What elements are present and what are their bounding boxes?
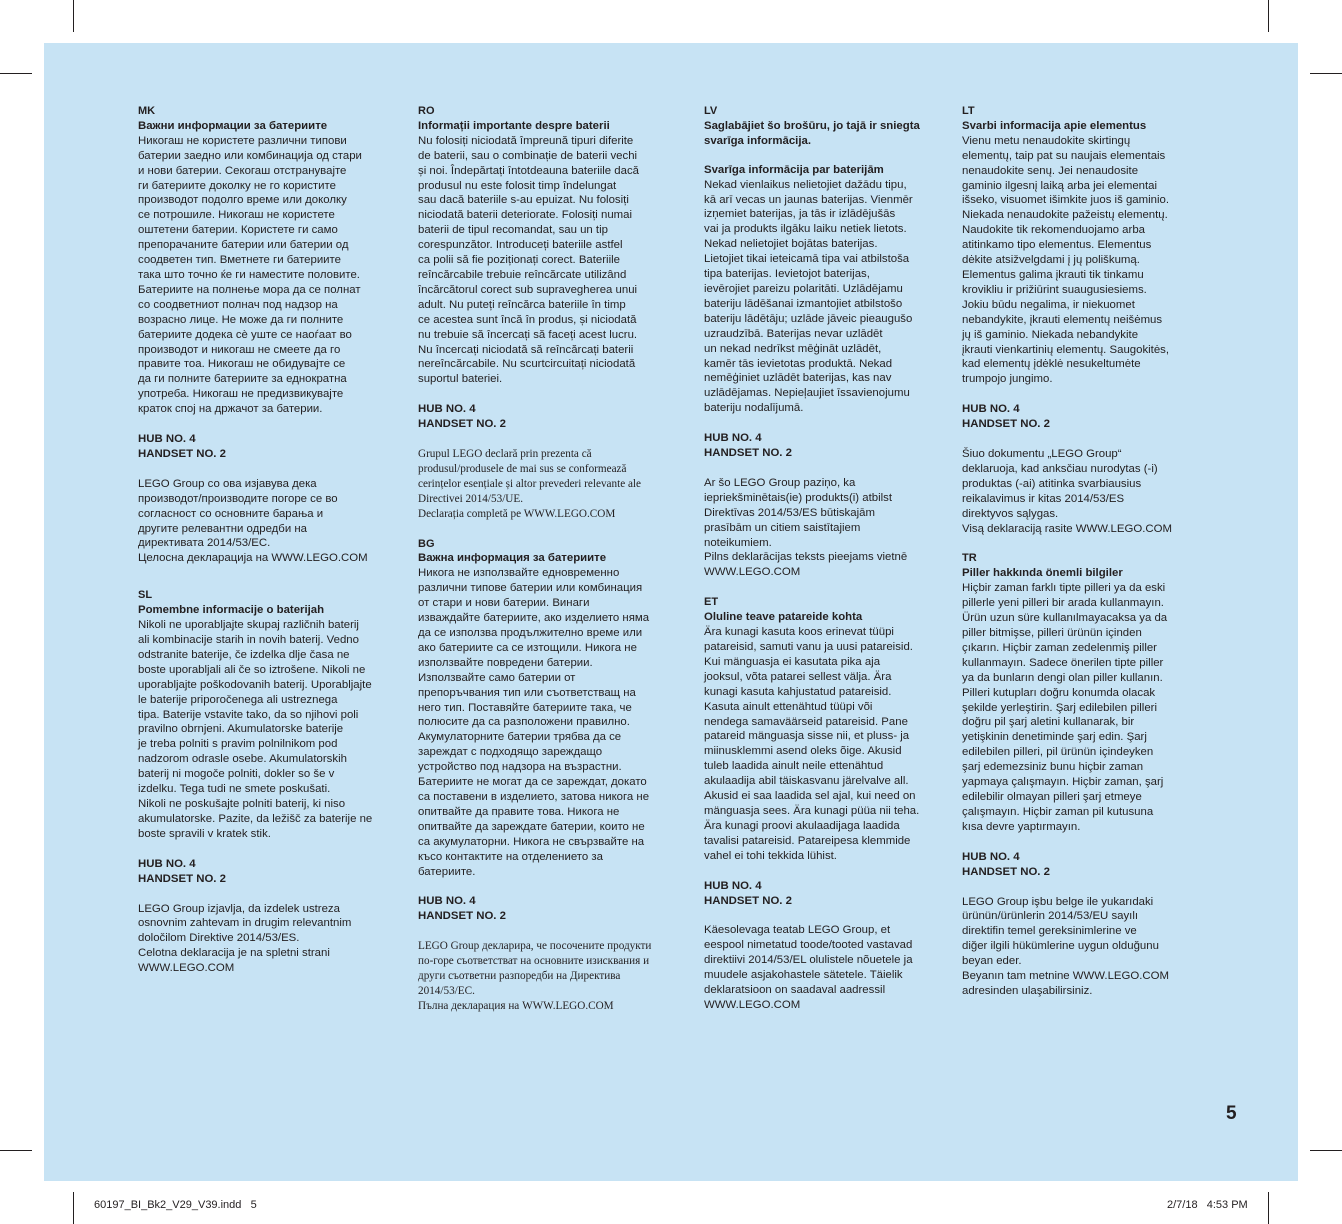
battery-info-text: Никогаш не користете различни типови батерии заедно или комбинација од стари и нови батерии. Секогаш отстранувајте ги батериите доколку не го користите производот подолго време или доколку се потрошиле. Никогаш не користете оштетени батерии. Користете ги само препорачаните батерии или батерии од соодветен тип. Вметнете ги батериите така што точно ќе ги наместите половите. Батериите на полнење мора да се полнат со соодветниот полнач под надзор на возрасно лице. Не може да ги полните батериите додека сè уште се наоѓаат во производот и никогаш не смеете да го правите тоа. Никогаш не обидувајте се да ги полните батериите за еднократна употреба. Никогаш не предизвикувајте краток спој на држачот за батерии. <box>138 134 362 416</box>
section-title: Svarbi informacija apie elementus <box>962 119 1147 132</box>
print-timestamp: 2/7/18 4:53 PM <box>1167 1199 1248 1211</box>
hub-handset-label: HUB NO. 4 HANDSET NO. 2 <box>138 857 226 885</box>
declaration-text: Šiuo dokumentu „LEGO Group“ deklaruoja, kad anksčiau nurodytas (-i) produktas (-ai) atitinka svarbiausius reikalavimus ir kitas 2014/53/ES direktyvos sąlygas. Visą deklaraciją rasite WWW.LEGO.COM <box>962 448 1172 535</box>
section-bg <box>418 537 693 880</box>
hub-handset-label: HUB NO. 4 HANDSET NO. 2 <box>418 403 506 431</box>
section-title: Pomembne informacije o baterijah <box>138 604 325 617</box>
section-title: Informații importante despre baterii <box>418 119 610 132</box>
crop-mark-right-top <box>1310 73 1342 74</box>
language-code: TR <box>962 552 977 565</box>
column-2 <box>418 104 693 1029</box>
declaration-text: Ar šo LEGO Group paziņo, ka iepriekšminētais(ie) produkts(i) atbilst Direktīvas 2014/53/ES būtiskajām prasībām un citiem saistītajiem noteikumiem. Pilns deklarācijas teksts pieejams vietnē WWW.LEGO.COM <box>704 476 908 579</box>
declaration-text: LEGO Group işbu belge ile yukarıdaki ürünün/ürünlerin 2014/53/EU sayılı direktifin temel gereksinimlerine ve diğer ilgili hükümlerine uygun olduğunu beyan eder. Beyanın tam metnine WWW.LEGO.COM adresinden ulaşabilirsiniz. <box>962 895 1169 997</box>
hub-handset-label: HUB NO. 4 HANDSET NO. 2 <box>704 432 792 460</box>
battery-info-text: Nekad vienlaikus nelietojiet dažādu tipu, kā arī vecas un jaunas baterijas. Vienmēr izņemiet baterijas, ja tās ir izlādējušās vai ja produkts ilgāku laiku netiek lietots. Nekad nelietojiet bojātas baterijas. Lietojiet tikai ieteicamā tipa vai atbilstoša tipa baterijas. Ievietojot baterijas, ievērojiet pareizu polaritāti. Uzlādējamu bateriju lādēšanai izmantojiet atbilstošo bateriju lādētāju; uzlāde jāveic pieaugušo uzraudzībā. Baterijas nevar uzlādēt un nekad nedrīkst mēģināt uzlādēt, kamēr tās ievietotas produktā. Nekad nemēģiniet uzlādēt baterijas, kas nav uzlādējamas. Nepieļaujiet īssavienojumu bateriju nodalījumā. <box>704 178 913 415</box>
battery-info-text: Vienu metu nenaudokite skirtingų elementų, taip pat su naujais elementais nenaudokite senų. Jei nenaudosite gaminio ilgesnį laiką arba jei elementai išseko, visuomet išimkite juos iš gaminio. Niekada nenaudokite pažeistų elementų. Naudokite tik rekomenduojamo arba atitinkamo tipo elementus. Elementus dėkite atsižvelgdami į jų poliškumą. Elementus galima įkrauti tik tinkamu krovikliu ir prižiūrint suaugusiesiems. Jokiu būdu negalima, ir niekuomet nebandykite, įkrauti elementų neišėmus jų iš gaminio. Niekada nebandykite įkrauti vienkartinių elementų. Saugokitės, kad elementų įdėklė nesukeltumėte trumpojo jungimo. <box>962 134 1170 386</box>
declaration-text: Käesolevaga teatab LEGO Group, et eespool nimetatud toode/tooted vastavad direktiivi 2014/53/EL olulistele nõuetele ja muudele asjakohastele sätetele. Täielik deklaratsioon on saadaval aadressil WWW.LEGO.COM <box>704 924 913 1011</box>
crop-mark-bottom-right <box>1268 1192 1269 1224</box>
declaration-text: Grupul LEGO declară prin prezenta că produsul/produsele de mai sus se conformează cerințelor esențiale și altor prevederi relevante ale Directivei 2014/53/UE. Declarația completă pe WWW.LEGO.COM <box>418 448 642 520</box>
column-4 <box>962 104 1217 1014</box>
declaration-text: LEGO Group декларира, че посочените продукти по-горе съответстват на основните изисквания и други съответни разпоредби на Директива 2014/53/ЕС. Пълна декларация на WWW.LEGO.COM <box>418 940 652 1012</box>
hub-handset-label: HUB NO. 4 HANDSET NO. 2 <box>704 879 792 907</box>
language-code: LT <box>962 105 975 117</box>
language-code: LV <box>704 105 718 117</box>
section-mk <box>138 104 403 417</box>
column-1 <box>138 104 403 991</box>
crop-mark-top-left <box>73 0 74 32</box>
section-sl <box>138 588 403 841</box>
section-title: Oluline teave patareide kohta <box>704 611 863 624</box>
file-slug: 60197_BI_Bk2_V29_V39.indd 5 <box>94 1199 257 1211</box>
battery-info-text: Nikoli ne uporabljajte skupaj različnih baterij ali kombinacije starih in novih baterij. Vedno odstranite baterije, če izdelka dlje časa ne boste uporabljali ali če so iztrošene. Nikoli ne uporabljajte poškodovanih baterij. Uporabljajte le baterije priporočenega ali ustreznega tipa. Baterije vstavite tako, da so njihovi poli pravilno obrnjeni. Akumulatorske baterije je treba polniti s pravim polnilnikom pod nadzorom odrasle osebe. Akumulatorskih baterij ni mogoče polniti, dokler so še v izdelku. Tega tudi ne smete poskušati. Nikoli ne poskušajte polniti baterij, ki niso akumulatorske. Pazite, da ležišč za baterije ne boste spravili v kratek stik. <box>138 619 373 840</box>
battery-info-text: Ära kunagi kasuta koos erinevat tüüpi patareisid, samuti vanu ja uusi patareisid. Kui mänguasja ei kasutata pika aja jooksul, võta patarei sellest välja. Ära kunagi kasuta kahjustatud patareisid. Kasuta ainult ettenähtud tüüpi või nendega samaväärseid patareisid. Pane patareid mänguasja sisse nii, et pluss- ja miinusklemmi asend oleks õige. Akusid tuleb laadida ainult neile ettenähtud akulaadija abil täiskasvanu järelvalve all. Akusid ei saa laadida sel ajal, kui need on mänguasja sees. Ära kunagi püüa nii teha. Ära kunagi proovi akulaadijaga laadida tavalisi patareisid. Patareipesa klemmide vahel ei tohi tekkida lühist. <box>704 626 920 862</box>
hub-handset-label: HUB NO. 4 HANDSET NO. 2 <box>962 403 1050 431</box>
hub-handset-label: HUB NO. 4 HANDSET NO. 2 <box>962 850 1050 878</box>
language-code: RO <box>418 105 435 117</box>
crop-mark-right-bottom <box>1310 1150 1342 1151</box>
battery-info-text: Никога не използвайте едновременно различни типове батерии или комбинация от стари и нови батерии. Винаги изваждайте батериите, ако изделието няма да се използва продължително време или ако батериите са се изтощили. Никога не използвайте повредени батерии. Използвайте само батерии от препоръчвания тип или съответстващ на него тип. Поставяйте батериите така, че полюсите да са разположени правилно. Акумулаторните батерии трябва да се зареждат с подходящо зареждащо устройство под надзора на възрастни. Батериите не могат да се зареждат, докато са поставени в изделието, затова никога не опитвайте да правите това. Никога не опитвайте да зареждате батерии, които не са акумулаторни. Никога не свързвайте на късо контактите на отделението за батериите. <box>418 567 650 878</box>
section-title: Piller hakkında önemli bilgiler <box>962 567 1123 580</box>
section-ro <box>418 104 693 387</box>
language-code: BG <box>418 537 435 550</box>
section-title: Важни информации за батериите <box>138 119 328 132</box>
battery-info-text: Hiçbir zaman farklı tipte pilleri ya da eski pillerle yeni pilleri bir arada kullanmayın. Ürün uzun süre kullanılmayacaksa ya da piller bitmişse, pilleri ürünün içinden çıkarın. Hiçbir zaman zedelenmiş piller kullanmayın. Sadece önerilen tipte piller ya da bunların dengi olan piller kullanın. Pilleri kutupları doğru konumda olacak şekilde yerleştirin. Şarj edilebilen pilleri doğru pil şarj aletini kullanarak, bir yetişkinin denetiminde şarj edin. Şarj edilebilen pilleri, pil ürünün içindeyken şarj edemezsiniz bunu hiçbir zaman yapmaya çalışmayın. Hiçbir zaman, şarj edilebilir olmayan pilleri şarj etmeye çalışmayın. Hiçbir zaman pil kutusuna kısa devre yaptırmayın. <box>962 582 1168 833</box>
section-tr <box>962 551 1217 834</box>
section-et <box>704 595 954 863</box>
language-code: SL <box>138 589 153 602</box>
battery-info-text: Nu folosiți niciodată împreună tipuri diferite de baterii, sau o combinație de baterii vechi și noi. Îndepărtați întotdeauna bateriile dacă produsul nu este folosit timp îndelungat sau dacă bateriile s-au epuizat. Nu folosiți niciodată baterii deteriorate. Folosiți numai baterii de tipul recomandat, sau un tip corespunzător. Introduceți bateriile astfel ca polii să fie poziționați corect. Bateriile reîncărcabile trebuie reîncărcate utilizând încărcătorul corect sub supravegherea unui adult. Nu puteți reîncărca bateriile în timp ce acestea sunt încă în produs, și niciodată nu trebuie să încercați să faceți acest lucru. Nu încercați niciodată să reîncărcați baterii nereîncărcabile. Nu scurtcircuitați niciodată suportul bateriei. <box>418 134 640 386</box>
language-code: ET <box>704 596 719 609</box>
crop-mark-bottom-left <box>73 1192 74 1224</box>
crop-mark-top-right <box>1268 0 1269 32</box>
section-title: Важна информация за батериите <box>418 552 607 565</box>
hub-handset-label: HUB NO. 4 HANDSET NO. 2 <box>418 895 506 923</box>
section-intro: Saglabājiet šo brošūru, jo tajā ir sniegta svarīga informācija. <box>704 119 920 147</box>
section-title: Svarīga informācija par baterijām <box>704 163 884 176</box>
column-3 <box>704 104 954 1028</box>
section-lt <box>962 104 1217 387</box>
language-code: MK <box>138 105 156 117</box>
crop-mark-left-bottom <box>0 1150 32 1151</box>
declaration-text: LEGO Group со ова изјавува дека производот/производите погоре се во согласност со основните барања и другите релевантни одредби на директивата 2014/53/ЕС. Целосна декларација на WWW.LEGO.COM <box>138 477 368 565</box>
crop-mark-left-top <box>0 73 32 74</box>
declaration-text: LEGO Group izjavlja, da izdelek ustreza osnovnim zahtevam in drugim relevantnim določilom Direktive 2014/53/ES. Celotna deklaracija je na spletni strani WWW.LEGO.COM <box>138 902 352 975</box>
section-lv <box>704 104 954 416</box>
page-number: 5 <box>1226 1103 1237 1124</box>
hub-handset-label: HUB NO. 4 HANDSET NO. 2 <box>138 433 226 460</box>
